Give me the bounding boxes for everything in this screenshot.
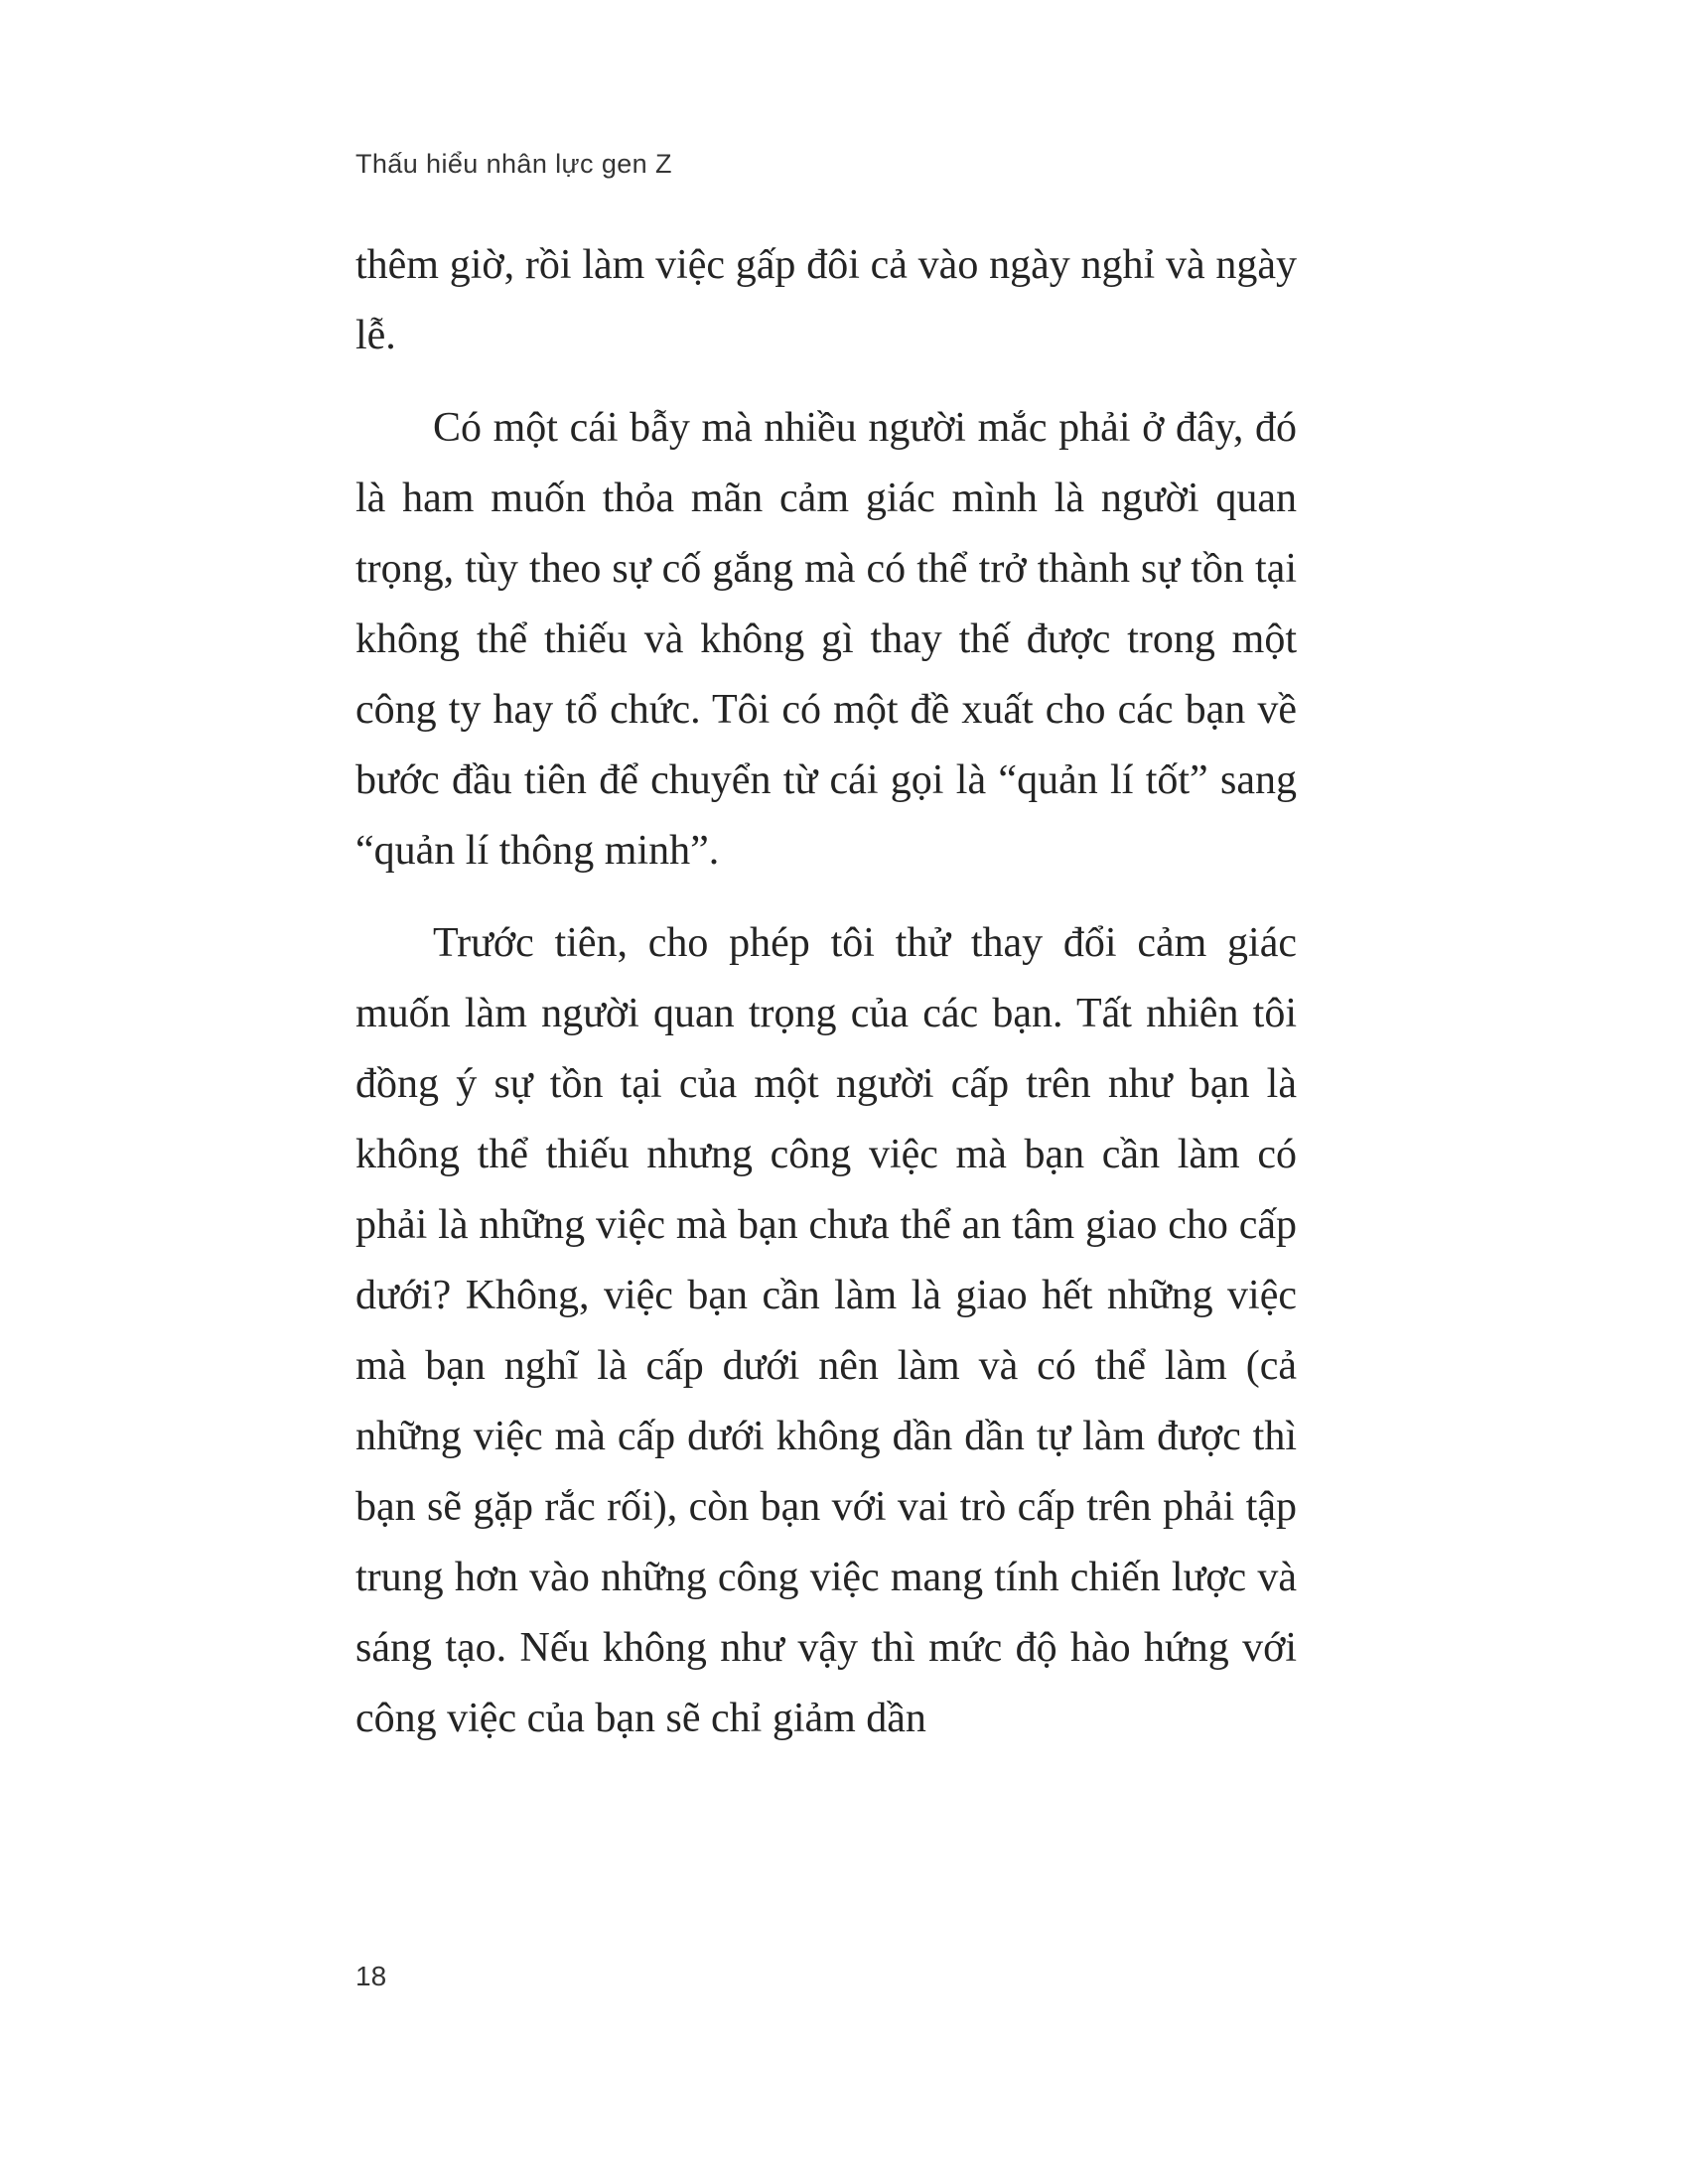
running-header: Thấu hiểu nhân lực gen Z: [355, 149, 672, 179]
body-text: [355, 230, 1297, 1776]
paragraph: Trước tiên, cho phép tôi thử thay đổi cảm giác muốn làm người quan trọng của các bạn. Tất nhiên tôi đồng ý sự tồn tại của một người cấp trên như bạn là không thể thiếu nhưng công việc mà bạn cần làm có phải là những việc mà bạn chưa thể an tâm giao cho cấp dưới? Không, việc bạn cần làm là giao hết những việc mà bạn nghĩ là cấp dưới nên làm và có thể làm (cả những việc mà cấp dưới không dần dần tự làm được thì bạn sẽ gặp rắc rối), còn bạn với vai trò cấp trên phải tập trung hơn vào những công việc mang tính chiến lược và sáng tạo. Nếu không như vậy thì mức độ hào hứng với công việc của bạn sẽ chỉ giảm dần: [355, 920, 1297, 1741]
paragraph: Có một cái bẫy mà nhiều người mắc phải ở đây, đó là ham muốn thỏa mãn cảm giác mình là người quan trọng, tùy theo sự cố gắng mà có thể trở thành sự tồn tại không thể thiếu và không gì thay thế được trong một công ty hay tổ chức. Tôi có một đề xuất cho các bạn về bước đầu tiên để chuyển từ cái gọi là “quản lí tốt” sang “quản lí thông minh”.: [355, 405, 1297, 874]
page-number: 18: [355, 1961, 387, 1991]
paragraph-continuation: thêm giờ, rồi làm việc gấp đôi cả vào ngày nghỉ và ngày lễ.: [355, 242, 1297, 358]
